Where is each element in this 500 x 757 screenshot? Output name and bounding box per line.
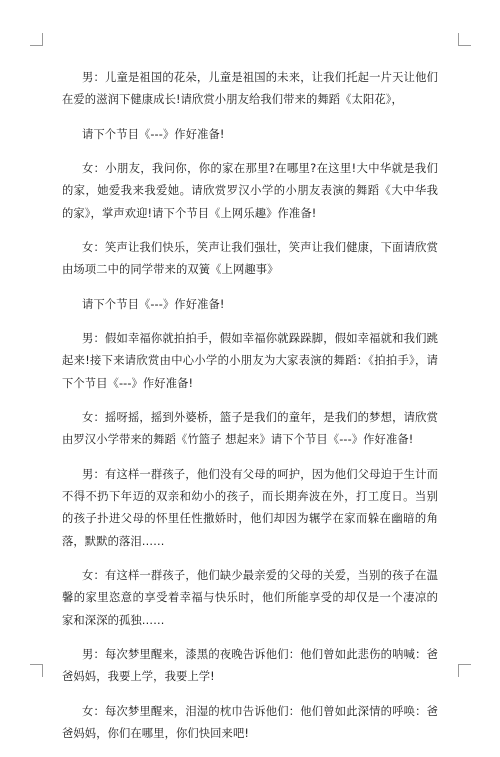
crop-mark-bottom-right — [458, 664, 471, 677]
crop-mark-top-right — [458, 33, 471, 46]
paragraph: 男：假如幸福你就拍拍手，假如幸福你就跺跺脚，假如幸福就和我们跳起来!接下来请欣赏由中心小学的小朋友为大家表演的舞蹈：《拍拍手》，请下个节目《---》作好准备! — [62, 332, 438, 390]
paragraph: 男：有这样一群孩子，他们没有父母的呵护，因为他们父母迫于生计而不得不扔下年迈的双亲和幼小的孩子，而长期奔波在外，打工度日。当别的孩子扑进父母的怀里任性撒娇时，他们却因为辗学在家而躲在幽暗的角落，默默的落泪…… — [62, 467, 438, 548]
paragraph: 女：笑声让我们快乐，笑声让我们强壮，笑声让我们健康，下面请欣赏由场项二中的同学带来的双簧《上网趣事》 — [62, 241, 438, 277]
paragraph: 男：儿童是祖国的花朵，儿童是祖国的未来，让我们托起一片天让他们在爱的滋润下健康成长!请欣赏小朋友给我们带来的舞蹈《太阳花》， — [62, 71, 438, 107]
paragraph: 请下个节目《---》作好准备! — [82, 297, 225, 311]
crop-mark-top-left — [30, 33, 43, 46]
paragraph: 女：摇呀摇，摇到外婆桥，篮子是我们的童年，是我们的梦想，请欣赏由罗汉小学带来的舞蹈《竹篮子 想起来》请下个节目《---》作好准备! — [62, 411, 438, 447]
paragraph: 女：小朋友，我问你，你的家在那里?在哪里?在这里!大中华就是我们的家，她爱我来我爱她。请欣赏罗汉小学的小朋友表演的舞蹈《大中华我的家》，掌声欢迎!请下个节目《上网乐趣》作准备! — [62, 162, 438, 220]
paragraph: 女：每次梦里醒来，泪湿的枕巾告诉他们：他们曾如此深情的呼唤：爸爸妈妈，你们在哪里，你们快回来吧! — [62, 704, 438, 741]
crop-mark-bottom-left — [30, 664, 43, 677]
paragraph: 请下个节目《---》作好准备! — [82, 127, 225, 141]
paragraph: 男：每次梦里醒来，漆黑的夜晚告诉他们：他们曾如此悲伤的呐喊：爸爸妈妈，我要上学，我要上学! — [62, 648, 438, 684]
document-body — [62, 67, 438, 757]
paragraph: 女：有这样一群孩子，他们缺少最亲爱的父母的关爱，当别的孩子在温馨的家里恣意的享受着幸福与快乐时，他们所能享受的却仅是一个凄凉的家和深深的孤独…… — [62, 569, 438, 627]
